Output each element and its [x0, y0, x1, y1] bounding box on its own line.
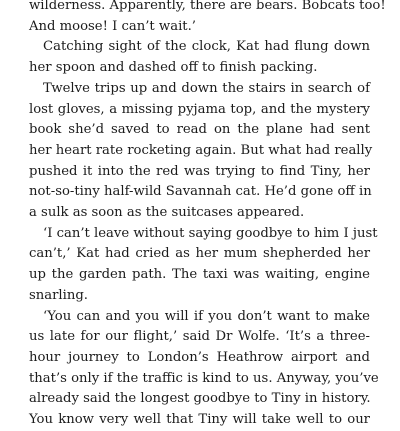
text-line: book she’d saved to read on the plane had sent: [29, 122, 370, 138]
text-line: You know very well that Tiny will take well to our: [29, 412, 370, 428]
text-line: can’t,’ Kat had cried as her mum shepherded her: [29, 246, 370, 262]
text-line: her spoon and dashed off to finish packing.: [29, 60, 318, 76]
text-line: a sulk as soon as the suitcases appeared.: [29, 205, 305, 221]
text-line: her heart rate rocketing again. But what had really: [29, 142, 373, 158]
text-line: ‘I can’t leave without saying goodbye to him I just: [43, 225, 378, 241]
paragraph: [29, 0, 386, 37]
text-line: that’s only if the traffic is kind to us. Anyway, you’ve: [29, 370, 379, 386]
text-line: ‘You can and you will if you don’t want to make: [43, 308, 370, 324]
paragraph: [29, 224, 378, 307]
text-line: lost gloves, a missing pyjama top, and the mystery: [29, 101, 370, 117]
text-line: Catching sight of the clock, Kat had flung down: [43, 39, 370, 55]
text-line: hour journey to London’s Heathrow airport and: [29, 349, 370, 365]
paragraph: [29, 37, 370, 78]
paragraph: [29, 79, 373, 224]
text-line: And moose! I can’t wait.’: [29, 18, 196, 34]
body-text: [29, 0, 386, 431]
text-line: Twelve trips up and down the stairs in search of: [43, 80, 370, 96]
text-line: snarling.: [29, 287, 88, 303]
paragraph: [29, 307, 379, 431]
text-line: not-so-tiny half-wild Savannah cat. He’d gone off in: [29, 184, 372, 200]
text-line: already said the longest goodbye to Tiny in history.: [29, 391, 371, 407]
text-line: wilderness. Apparently, there are bears. Bobcats too!: [29, 0, 386, 13]
text-line: us late for our flight,’ said Dr Wolfe. ‘It’s a three-: [29, 329, 370, 345]
text-line: up the garden path. The taxi was waiting, engine: [29, 267, 370, 283]
text-line: pushed it into the red was trying to find Tiny, her: [29, 163, 370, 179]
